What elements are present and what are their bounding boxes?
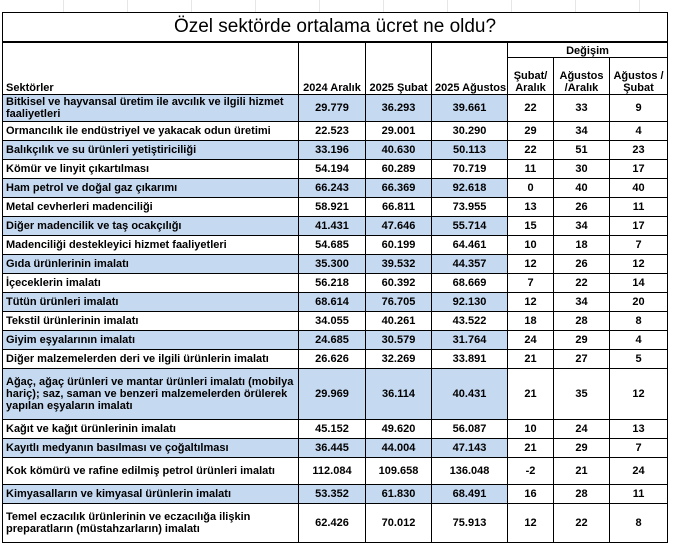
change-feb-dec: 13 bbox=[508, 198, 554, 217]
value-2025-aug: 92.130 bbox=[432, 293, 508, 312]
change-aug-feb: 4 bbox=[610, 331, 668, 350]
table-row bbox=[3, 122, 668, 141]
table-row bbox=[3, 179, 668, 198]
value-2025-feb: 40.630 bbox=[366, 141, 432, 160]
change-aug-feb: 8 bbox=[610, 312, 668, 331]
table-row bbox=[3, 236, 668, 255]
change-aug-dec: 28 bbox=[554, 485, 610, 504]
value-2025-aug: 136.048 bbox=[432, 458, 508, 485]
sector-name: Metal cevherleri madenciliği bbox=[3, 198, 299, 217]
value-2025-feb: 70.012 bbox=[366, 504, 432, 543]
sector-name: Balıkçılık ve su ürünleri yetiştiriciliği bbox=[3, 141, 299, 160]
change-aug-dec: 35 bbox=[554, 369, 610, 420]
change-aug-feb: 4 bbox=[610, 122, 668, 141]
sector-name: Gıda ürünlerinin imalatı bbox=[3, 255, 299, 274]
value-2025-aug: 70.719 bbox=[432, 160, 508, 179]
change-aug-dec: 51 bbox=[554, 141, 610, 160]
value-2025-aug: 40.431 bbox=[432, 369, 508, 420]
value-2025-feb: 32.269 bbox=[366, 350, 432, 369]
value-2024-dec: 56.218 bbox=[299, 274, 366, 293]
change-aug-feb: 7 bbox=[610, 439, 668, 458]
value-2024-dec: 29.779 bbox=[299, 95, 366, 122]
header-change-feb-dec: Şubat/ Aralık bbox=[508, 58, 554, 95]
change-aug-dec: 22 bbox=[554, 504, 610, 543]
sector-name: İçeceklerin imalatı bbox=[3, 274, 299, 293]
sector-name: Diğer malzemelerden deri ve ilgili ürünlerin imalatı bbox=[3, 350, 299, 369]
sector-name: Kağıt ve kağıt ürünlerinin imalatı bbox=[3, 420, 299, 439]
change-feb-dec: 16 bbox=[508, 485, 554, 504]
sector-name: Ham petrol ve doğal gaz çıkarımı bbox=[3, 179, 299, 198]
value-2025-feb: 29.001 bbox=[366, 122, 432, 141]
value-2024-dec: 68.614 bbox=[299, 293, 366, 312]
value-2025-feb: 60.199 bbox=[366, 236, 432, 255]
value-2025-aug: 33.891 bbox=[432, 350, 508, 369]
change-aug-feb: 13 bbox=[610, 420, 668, 439]
value-2024-dec: 26.626 bbox=[299, 350, 366, 369]
header-2025-feb: 2025 Şubat bbox=[366, 42, 432, 95]
value-2025-feb: 36.293 bbox=[366, 95, 432, 122]
sector-name: Kömür ve linyit çıkartılması bbox=[3, 160, 299, 179]
change-aug-feb: 14 bbox=[610, 274, 668, 293]
change-aug-dec: 30 bbox=[554, 160, 610, 179]
change-feb-dec: 0 bbox=[508, 179, 554, 198]
value-2025-aug: 30.290 bbox=[432, 122, 508, 141]
value-2024-dec: 54.685 bbox=[299, 236, 366, 255]
value-2025-feb: 36.114 bbox=[366, 369, 432, 420]
sector-name: Tekstil ürünlerinin imalatı bbox=[3, 312, 299, 331]
value-2024-dec: 112.084 bbox=[299, 458, 366, 485]
change-aug-feb: 24 bbox=[610, 458, 668, 485]
value-2025-aug: 47.143 bbox=[432, 439, 508, 458]
change-feb-dec: 29 bbox=[508, 122, 554, 141]
value-2024-dec: 66.243 bbox=[299, 179, 366, 198]
change-aug-dec: 28 bbox=[554, 312, 610, 331]
change-aug-dec: 26 bbox=[554, 198, 610, 217]
change-feb-dec: 12 bbox=[508, 504, 554, 543]
sector-name: Temel eczacılık ürünlerinin ve eczacılığa ilişkin preparatların (müstahzarların) imalatı bbox=[3, 504, 299, 543]
sector-name: Madenciliği destekleyici hizmet faaliyetleri bbox=[3, 236, 299, 255]
value-2025-feb: 66.811 bbox=[366, 198, 432, 217]
change-feb-dec: 21 bbox=[508, 350, 554, 369]
sector-name: Bitkisel ve hayvansal üretim ile avcılık ve ilgili hizmet faaliyetleri bbox=[3, 95, 299, 122]
change-feb-dec: 22 bbox=[508, 141, 554, 160]
value-2025-feb: 61.830 bbox=[366, 485, 432, 504]
value-2025-feb: 60.289 bbox=[366, 160, 432, 179]
change-aug-dec: 18 bbox=[554, 236, 610, 255]
value-2024-dec: 34.055 bbox=[299, 312, 366, 331]
sector-name: Ormancılık ile endüstriyel ve yakacak odun üretimi bbox=[3, 122, 299, 141]
table-row bbox=[3, 439, 668, 458]
value-2025-feb: 60.392 bbox=[366, 274, 432, 293]
table-row bbox=[3, 485, 668, 504]
header-2024-dec: 2024 Aralık bbox=[299, 42, 366, 95]
value-2024-dec: 33.196 bbox=[299, 141, 366, 160]
value-2025-feb: 44.004 bbox=[366, 439, 432, 458]
change-feb-dec: 10 bbox=[508, 420, 554, 439]
table-row bbox=[3, 420, 668, 439]
table-row bbox=[3, 255, 668, 274]
change-feb-dec: 12 bbox=[508, 293, 554, 312]
value-2024-dec: 41.431 bbox=[299, 217, 366, 236]
change-feb-dec: 15 bbox=[508, 217, 554, 236]
change-feb-dec: 21 bbox=[508, 439, 554, 458]
change-feb-dec: 11 bbox=[508, 160, 554, 179]
value-2024-dec: 58.921 bbox=[299, 198, 366, 217]
change-aug-dec: 34 bbox=[554, 293, 610, 312]
change-feb-dec: 18 bbox=[508, 312, 554, 331]
sector-name: Kimyasalların ve kimyasal ürünlerin imalatı bbox=[3, 485, 299, 504]
value-2024-dec: 22.523 bbox=[299, 122, 366, 141]
value-2024-dec: 54.194 bbox=[299, 160, 366, 179]
change-aug-dec: 26 bbox=[554, 255, 610, 274]
change-aug-feb: 40 bbox=[610, 179, 668, 198]
value-2025-feb: 66.369 bbox=[366, 179, 432, 198]
value-2025-aug: 39.661 bbox=[432, 95, 508, 122]
sector-name: Tütün ürünleri imalatı bbox=[3, 293, 299, 312]
value-2025-feb: 49.620 bbox=[366, 420, 432, 439]
change-aug-dec: 27 bbox=[554, 350, 610, 369]
wage-table bbox=[2, 12, 668, 543]
value-2024-dec: 62.426 bbox=[299, 504, 366, 543]
sector-name: Diğer madencilik ve taş ocakçılığı bbox=[3, 217, 299, 236]
value-2025-aug: 75.913 bbox=[432, 504, 508, 543]
value-2024-dec: 29.969 bbox=[299, 369, 366, 420]
change-feb-dec: 21 bbox=[508, 369, 554, 420]
table-row bbox=[3, 198, 668, 217]
value-2025-aug: 31.764 bbox=[432, 331, 508, 350]
change-aug-dec: 40 bbox=[554, 179, 610, 198]
change-feb-dec: -2 bbox=[508, 458, 554, 485]
table-row bbox=[3, 274, 668, 293]
value-2025-feb: 109.658 bbox=[366, 458, 432, 485]
value-2025-aug: 43.522 bbox=[432, 312, 508, 331]
header-change-aug-dec: Ağustos /Aralık bbox=[554, 58, 610, 95]
value-2025-aug: 64.461 bbox=[432, 236, 508, 255]
value-2024-dec: 35.300 bbox=[299, 255, 366, 274]
change-aug-feb: 23 bbox=[610, 141, 668, 160]
header-change-aug-feb: Ağustos /Şubat bbox=[610, 58, 668, 95]
change-aug-feb: 11 bbox=[610, 485, 668, 504]
change-feb-dec: 12 bbox=[508, 255, 554, 274]
change-aug-dec: 29 bbox=[554, 331, 610, 350]
sector-name: Kok kömürü ve rafine edilmiş petrol ürünleri imalatı bbox=[3, 458, 299, 485]
table-row bbox=[3, 350, 668, 369]
change-feb-dec: 7 bbox=[508, 274, 554, 293]
value-2025-aug: 55.714 bbox=[432, 217, 508, 236]
value-2025-aug: 68.669 bbox=[432, 274, 508, 293]
change-aug-dec: 34 bbox=[554, 122, 610, 141]
table-row bbox=[3, 369, 668, 420]
value-2025-feb: 39.532 bbox=[366, 255, 432, 274]
table-title: Özel sektörde ortalama ücret ne oldu? bbox=[3, 13, 668, 43]
change-aug-dec: 29 bbox=[554, 439, 610, 458]
change-aug-feb: 7 bbox=[610, 236, 668, 255]
table-row bbox=[3, 312, 668, 331]
table-row bbox=[3, 217, 668, 236]
table-row bbox=[3, 293, 668, 312]
value-2025-aug: 56.087 bbox=[432, 420, 508, 439]
change-aug-feb: 5 bbox=[610, 350, 668, 369]
change-aug-dec: 22 bbox=[554, 274, 610, 293]
value-2024-dec: 53.352 bbox=[299, 485, 366, 504]
change-aug-dec: 34 bbox=[554, 217, 610, 236]
value-2024-dec: 45.152 bbox=[299, 420, 366, 439]
sector-header: Sektörler bbox=[3, 42, 299, 95]
change-group-header: Değişim bbox=[508, 42, 668, 58]
table-row bbox=[3, 160, 668, 179]
table-row bbox=[3, 331, 668, 350]
header-2025-aug: 2025 Ağustos bbox=[432, 42, 508, 95]
change-aug-dec: 21 bbox=[554, 458, 610, 485]
value-2025-feb: 76.705 bbox=[366, 293, 432, 312]
change-feb-dec: 24 bbox=[508, 331, 554, 350]
value-2025-feb: 47.646 bbox=[366, 217, 432, 236]
value-2025-feb: 30.579 bbox=[366, 331, 432, 350]
sector-name: Kayıtlı medyanın basılması ve çoğaltılması bbox=[3, 439, 299, 458]
change-aug-feb: 11 bbox=[610, 198, 668, 217]
change-aug-feb: 12 bbox=[610, 369, 668, 420]
sector-name: Giyim eşyalarının imalatı bbox=[3, 331, 299, 350]
change-aug-feb: 9 bbox=[610, 95, 668, 122]
value-2025-aug: 44.357 bbox=[432, 255, 508, 274]
sector-name: Ağaç, ağaç ürünleri ve mantar ürünleri imalatı (mobilya hariç); saz, saman ve benzeri malzemelerden örülerek yapılan eşyaların imalatı bbox=[3, 369, 299, 420]
table-row bbox=[3, 458, 668, 485]
change-feb-dec: 10 bbox=[508, 236, 554, 255]
table-row bbox=[3, 95, 668, 122]
change-feb-dec: 22 bbox=[508, 95, 554, 122]
value-2025-aug: 68.491 bbox=[432, 485, 508, 504]
table-row bbox=[3, 504, 668, 543]
table-row bbox=[3, 141, 668, 160]
value-2024-dec: 24.685 bbox=[299, 331, 366, 350]
value-2025-aug: 73.955 bbox=[432, 198, 508, 217]
change-aug-feb: 17 bbox=[610, 160, 668, 179]
value-2025-aug: 50.113 bbox=[432, 141, 508, 160]
value-2025-feb: 40.261 bbox=[366, 312, 432, 331]
change-aug-dec: 24 bbox=[554, 420, 610, 439]
change-aug-dec: 33 bbox=[554, 95, 610, 122]
change-aug-feb: 20 bbox=[610, 293, 668, 312]
change-aug-feb: 8 bbox=[610, 504, 668, 543]
change-aug-feb: 17 bbox=[610, 217, 668, 236]
value-2025-aug: 92.618 bbox=[432, 179, 508, 198]
value-2024-dec: 36.445 bbox=[299, 439, 366, 458]
change-aug-feb: 12 bbox=[610, 255, 668, 274]
